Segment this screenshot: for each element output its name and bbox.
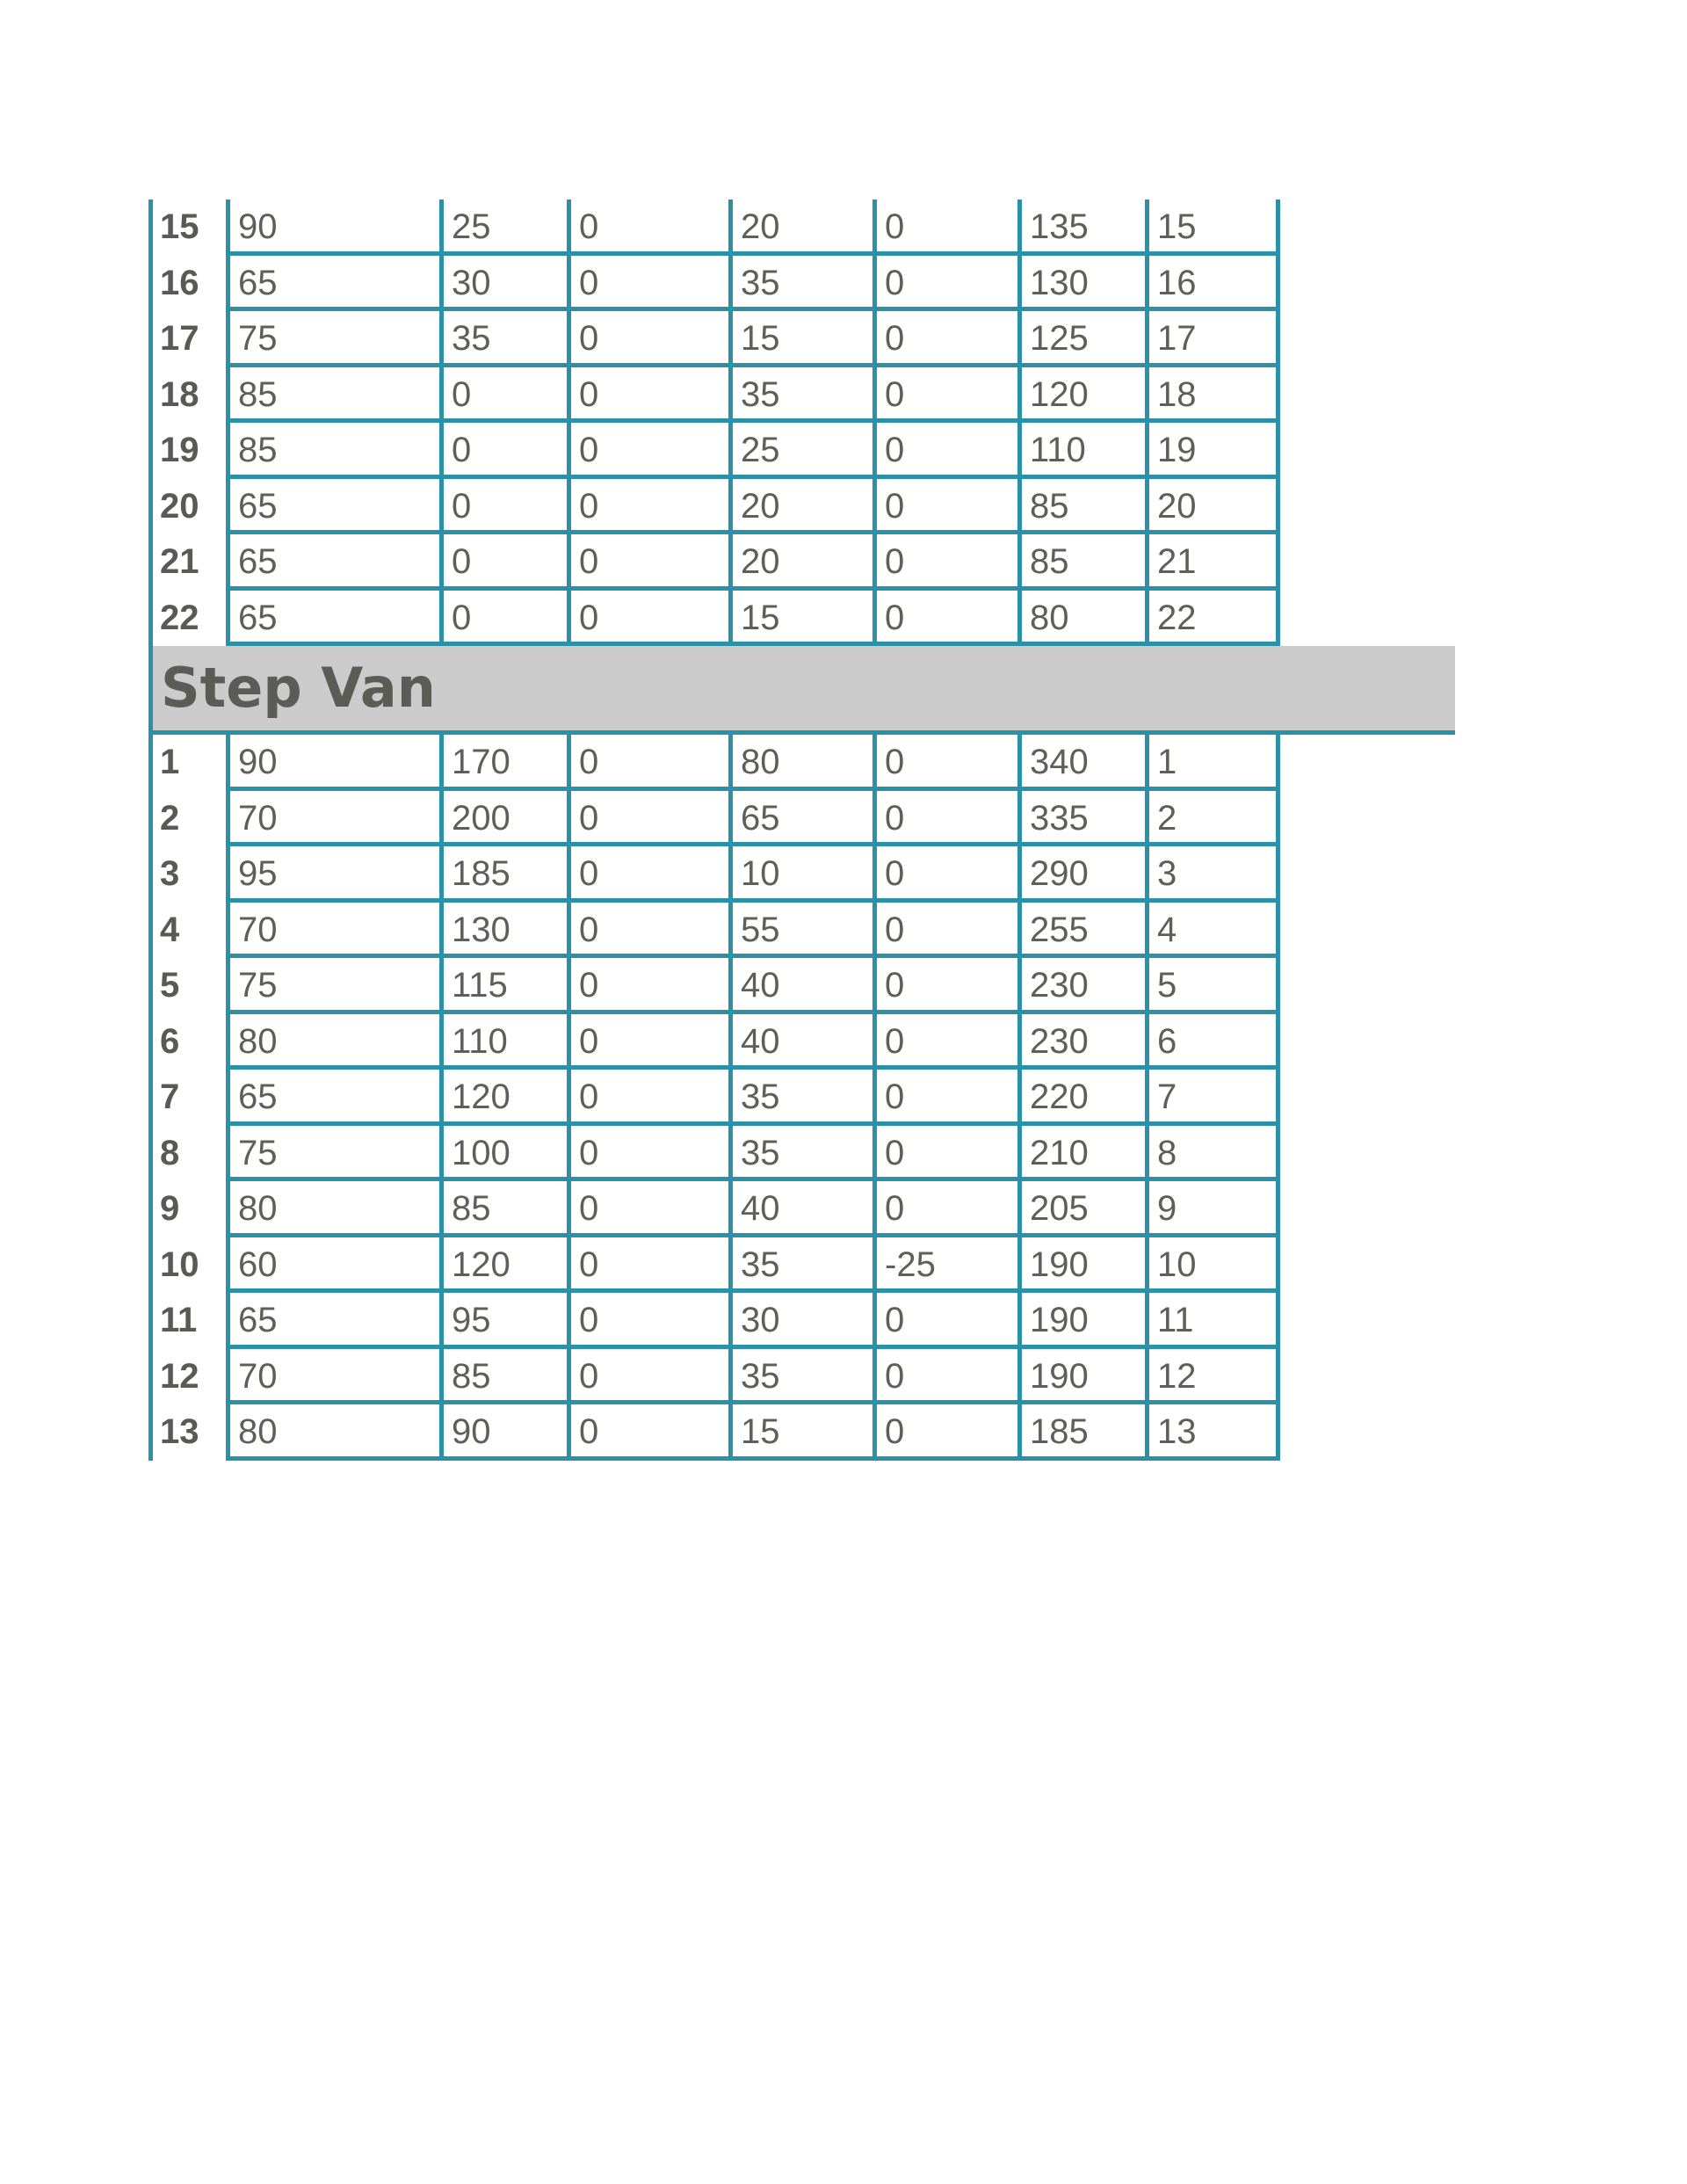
table-cell: 40 [728,1181,872,1237]
table-cell: 65 [226,534,439,591]
table-cell: 35 [728,256,872,312]
table-row [148,423,1455,479]
table-cell: 0 [567,846,728,903]
table-cell: 210 [1017,1126,1145,1182]
table-cell: 0 [872,1293,1017,1349]
table-row [148,256,1455,312]
table-cell: 0 [567,735,728,791]
table-cell: 120 [439,1237,567,1294]
row-rank: 6 [148,1014,226,1070]
table-cell: 190 [1017,1237,1145,1294]
row-rank: 13 [148,1404,226,1461]
table-cell: 70 [226,1349,439,1405]
table-cell: 0 [872,1126,1017,1182]
table-cell: 17 [1145,311,1280,367]
table-cell: 65 [226,591,439,647]
table-cell: 80 [226,1181,439,1237]
table-cell: 30 [439,256,567,312]
table-cell: 80 [728,735,872,791]
table-cell: 21 [1145,534,1280,591]
table-cell: 85 [226,367,439,424]
table-cell: 4 [1145,903,1280,959]
table-cell: 85 [439,1181,567,1237]
table-cell: 135 [1017,200,1145,256]
table-cell: 19 [1145,423,1280,479]
table-cell: 0 [567,591,728,647]
table-cell: 85 [1017,479,1145,535]
table-row [148,1293,1455,1349]
table-row [148,1070,1455,1126]
table-cell: 0 [567,1181,728,1237]
table-cell: 0 [567,958,728,1014]
table-cell: 0 [439,479,567,535]
table-cell: 40 [728,1014,872,1070]
table-row [148,1404,1455,1461]
table-cell: 75 [226,1126,439,1182]
row-rank: 15 [148,200,226,256]
row-rank: 17 [148,311,226,367]
table-cell: 15 [728,591,872,647]
table-cell: 65 [226,1070,439,1126]
table-cell: 15 [728,311,872,367]
table-cell: 0 [872,534,1017,591]
table-cell: 70 [226,791,439,847]
table-cell: 22 [1145,591,1280,647]
table-cell: 190 [1017,1293,1145,1349]
table-cell: 0 [439,591,567,647]
table-cell: 0 [872,256,1017,312]
table-cell: 110 [1017,423,1145,479]
table-cell: 120 [439,1070,567,1126]
table-row [148,367,1455,424]
table-cell: 30 [728,1293,872,1349]
table-cell: 35 [728,367,872,424]
table-cell: 0 [567,1070,728,1126]
table-cell: 0 [567,903,728,959]
table-cell: 0 [439,423,567,479]
table-cell: 130 [1017,256,1145,312]
row-rank: 16 [148,256,226,312]
table-cell: 0 [567,534,728,591]
table-cell: 3 [1145,846,1280,903]
table-cell: 85 [226,423,439,479]
spreadsheet-page [148,200,1455,1461]
table-cell: 90 [226,735,439,791]
table-cell: 7 [1145,1070,1280,1126]
table-row [148,591,1455,647]
table-cell: 0 [872,1070,1017,1126]
table-cell: 25 [728,423,872,479]
row-rank: 4 [148,903,226,959]
table-cell: 12 [1145,1349,1280,1405]
table-cell: 0 [567,1404,728,1461]
table-cell: 25 [439,200,567,256]
table-cell: 20 [728,479,872,535]
table-cell: 0 [567,1014,728,1070]
table-cell: 11 [1145,1293,1280,1349]
table-cell: 75 [226,311,439,367]
table-cell: 340 [1017,735,1145,791]
table-cell: 0 [872,1349,1017,1405]
table-cell: 8 [1145,1126,1280,1182]
table-cell: 90 [439,1404,567,1461]
table-row [148,1237,1455,1294]
table-cell: 170 [439,735,567,791]
section-title: Step Van [161,656,436,720]
table-row [148,1349,1455,1405]
row-rank: 21 [148,534,226,591]
row-rank: 5 [148,958,226,1014]
row-rank: 20 [148,479,226,535]
table-row [148,200,1455,256]
table-cell: 20 [728,200,872,256]
table-cell: 0 [872,903,1017,959]
table-cell: 20 [1145,479,1280,535]
table-cell: 0 [872,735,1017,791]
table-cell: 9 [1145,1181,1280,1237]
table-row [148,1126,1455,1182]
table-cell: 100 [439,1126,567,1182]
table-cell: 0 [872,423,1017,479]
table-cell: 6 [1145,1014,1280,1070]
table-cell: 80 [1017,591,1145,647]
table-cell: 115 [439,958,567,1014]
table-cell: 0 [567,1126,728,1182]
table-cell: 0 [567,256,728,312]
table-cell: 205 [1017,1181,1145,1237]
table-cell: 35 [728,1237,872,1294]
table-cell: 95 [439,1293,567,1349]
table-cell: 185 [439,846,567,903]
table-cell: 0 [872,1014,1017,1070]
table-cell: 65 [226,479,439,535]
table-cell: 85 [1017,534,1145,591]
table-cell: 1 [1145,735,1280,791]
row-rank: 19 [148,423,226,479]
row-rank: 12 [148,1349,226,1405]
table-cell: 80 [226,1404,439,1461]
row-rank: 8 [148,1126,226,1182]
table-cell: 18 [1145,367,1280,424]
table-cell: 35 [728,1126,872,1182]
table-cell: 35 [728,1349,872,1405]
row-rank: 18 [148,367,226,424]
table-cell: 35 [439,311,567,367]
table-cell: 16 [1145,256,1280,312]
table-row [148,735,1455,791]
table-cell: 120 [1017,367,1145,424]
table-cell: 335 [1017,791,1145,847]
table-cell: 0 [872,479,1017,535]
table-cell: 220 [1017,1070,1145,1126]
table-cell: 65 [226,1293,439,1349]
section-header [148,646,1455,735]
table-cell: 0 [439,534,567,591]
table-cell: 40 [728,958,872,1014]
row-rank: 11 [148,1293,226,1349]
row-rank: 3 [148,846,226,903]
table-cell: 110 [439,1014,567,1070]
table-cell: 0 [872,1404,1017,1461]
table-cell: 10 [728,846,872,903]
row-rank: 10 [148,1237,226,1294]
results-table-top [148,200,1455,646]
table-cell: 0 [567,1349,728,1405]
table-cell: 65 [226,256,439,312]
table-cell: 0 [567,200,728,256]
table-cell: 0 [872,591,1017,647]
table-cell: 0 [872,367,1017,424]
table-cell: -25 [872,1237,1017,1294]
table-row [148,311,1455,367]
table-cell: 15 [1145,200,1280,256]
table-row [148,1014,1455,1070]
table-cell: 10 [1145,1237,1280,1294]
table-cell: 55 [728,903,872,959]
row-rank: 2 [148,791,226,847]
table-cell: 70 [226,903,439,959]
results-table-bottom [148,735,1455,1461]
table-cell: 0 [439,367,567,424]
table-cell: 65 [728,791,872,847]
row-rank: 1 [148,735,226,791]
table-cell: 5 [1145,958,1280,1014]
table-cell: 0 [872,791,1017,847]
table-cell: 0 [567,1237,728,1294]
table-cell: 15 [728,1404,872,1461]
row-rank: 22 [148,591,226,647]
table-cell: 230 [1017,1014,1145,1070]
table-cell: 125 [1017,311,1145,367]
row-rank: 9 [148,1181,226,1237]
table-cell: 130 [439,903,567,959]
table-cell: 35 [728,1070,872,1126]
row-rank: 7 [148,1070,226,1126]
table-cell: 0 [872,958,1017,1014]
table-row [148,791,1455,847]
table-cell: 0 [567,479,728,535]
table-cell: 2 [1145,791,1280,847]
table-row [148,846,1455,903]
table-row [148,958,1455,1014]
table-cell: 190 [1017,1349,1145,1405]
table-cell: 0 [872,1181,1017,1237]
table-cell: 90 [226,200,439,256]
table-row [148,479,1455,535]
table-cell: 80 [226,1014,439,1070]
table-row [148,1181,1455,1237]
table-cell: 200 [439,791,567,847]
table-cell: 255 [1017,903,1145,959]
table-cell: 185 [1017,1404,1145,1461]
table-cell: 230 [1017,958,1145,1014]
table-cell: 75 [226,958,439,1014]
table-cell: 0 [567,791,728,847]
table-cell: 13 [1145,1404,1280,1461]
table-row [148,903,1455,959]
table-cell: 0 [872,200,1017,256]
table-cell: 60 [226,1237,439,1294]
table-cell: 95 [226,846,439,903]
table-row [148,534,1455,591]
table-cell: 0 [567,311,728,367]
table-cell: 85 [439,1349,567,1405]
table-cell: 0 [872,311,1017,367]
table-cell: 20 [728,534,872,591]
table-cell: 0 [567,1293,728,1349]
table-cell: 0 [567,423,728,479]
table-cell: 0 [567,367,728,424]
table-cell: 290 [1017,846,1145,903]
table-cell: 0 [872,846,1017,903]
